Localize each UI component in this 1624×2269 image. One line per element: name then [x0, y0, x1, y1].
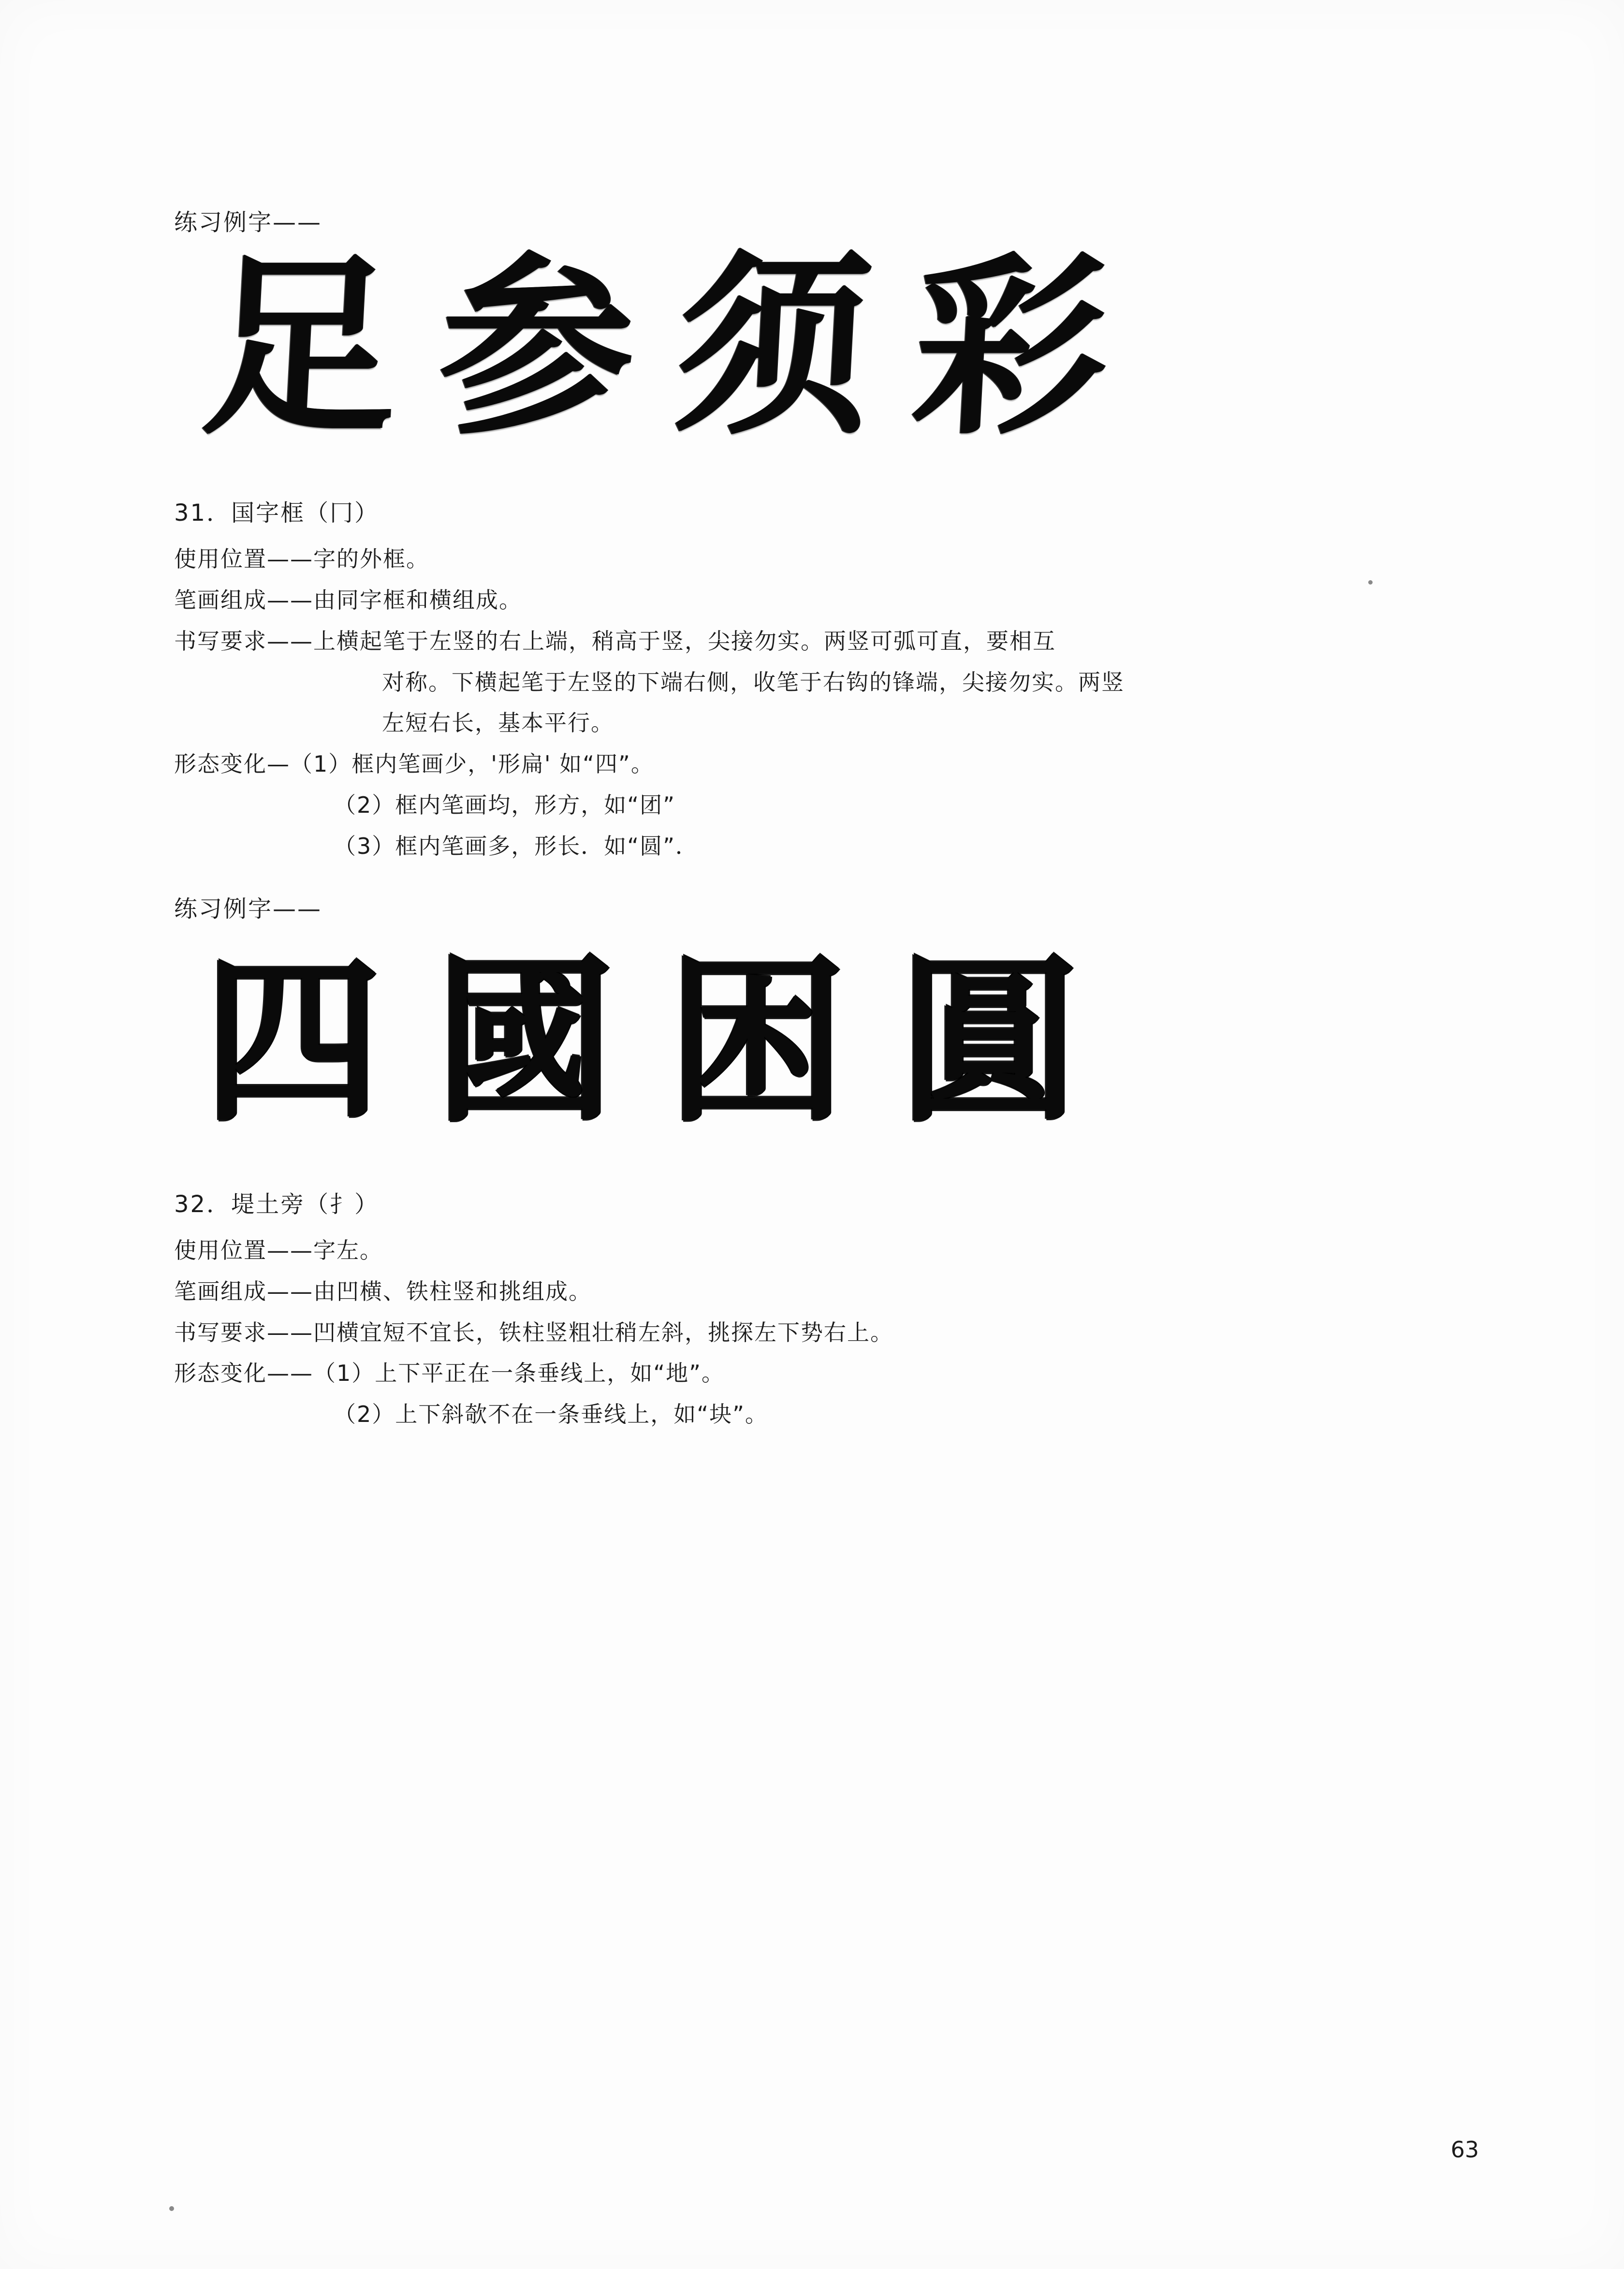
spec-line: 使用位置——字的外框。: [174, 545, 429, 572]
practice-label-top: 练习例字——: [174, 209, 322, 236]
glyph-character: 足: [197, 236, 403, 461]
scan-speck: [1368, 580, 1373, 585]
section-31: [174, 498, 1450, 1147]
glyph-character: 须: [671, 236, 877, 461]
spec-line: （2）框内笔画均，形方，如“团”: [334, 792, 675, 819]
spec-line: 对称。下横起笔于左竖的下端右侧，收笔于右钩的锋端，尖接勿实。两竖: [382, 669, 1125, 695]
spec-line: 左短右长，基本平行。: [382, 710, 614, 736]
page-content: [174, 208, 1450, 1441]
glyph-row-seal-1: [203, 938, 1450, 1147]
glyph-character: 圓: [899, 938, 1078, 1147]
practice-label-section-31: 练习例字——: [174, 895, 322, 922]
scan-speck: [169, 2206, 174, 2211]
spec-line: 书写要求——上横起笔于左竖的右上端，稍高于竖，尖接勿实。两竖可弧可直，要相互: [174, 628, 1056, 654]
section-32: [174, 1190, 1450, 1429]
glyph-character: 國: [435, 938, 614, 1147]
glyph-character: 困: [667, 938, 846, 1147]
spec-line: 形态变化——（1）上下平正在一条垂线上，如“地”。: [174, 1360, 725, 1387]
spec-line: 形态变化—（1）框内笔画少，'形扁' 如“四”。: [174, 751, 654, 777]
spec-line: 笔画组成——由同字框和横组成。: [174, 586, 522, 613]
spec-line: 使用位置——字左。: [174, 1237, 383, 1263]
spec-line: 书写要求——凹横宜短不宜长，铁柱竖粗壮稍左斜，挑探左下势右上。: [174, 1319, 893, 1346]
section-heading: 31．国字框（冂）: [174, 499, 380, 527]
glyph-character: 彩: [907, 236, 1113, 461]
spec-line: 笔画组成——由凹横、铁柱竖和挑组成。: [174, 1278, 592, 1304]
glyph-row-brush-1: [197, 236, 1450, 461]
page-number: 63: [1450, 2137, 1479, 2163]
glyph-character: 参: [434, 236, 640, 461]
glyph-character: 四: [203, 938, 382, 1147]
spec-line: （3）框内笔画多，形长．如“圆”．: [334, 833, 699, 859]
section-heading: 32．堤土旁（扌）: [174, 1191, 380, 1218]
spec-line: （2）上下斜欹不在一条垂线上，如“块”。: [334, 1401, 768, 1428]
